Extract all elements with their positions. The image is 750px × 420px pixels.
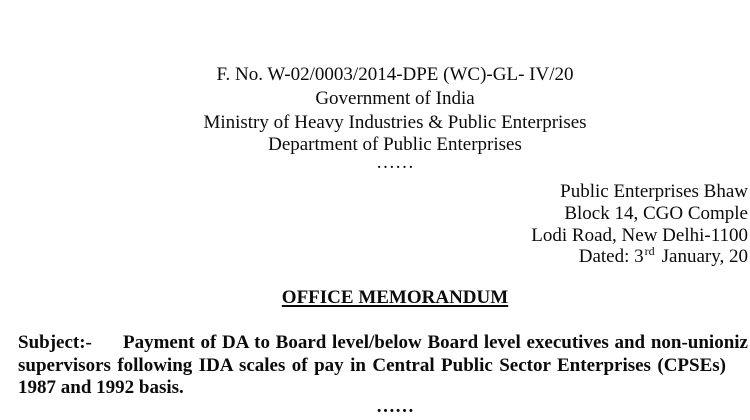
subject-line-1: Payment of DA to Board level/below Board level executives and non-unioniz [123, 332, 748, 353]
memo-date [470, 246, 748, 268]
date-superscript: rd [644, 244, 655, 258]
file-number: F. No. W-02/0003/2014-DPE (WC)-GL- IV/20 [216, 64, 574, 85]
ministry-name: Ministry of Heavy Industries & Public Enterprises [203, 112, 587, 133]
subject-line-2: supervisors following IDA scales of pay in Central Public Sector Enterprises (CPSEs) [18, 355, 726, 376]
address-line-block: Block 14, CGO Comple [564, 203, 748, 224]
address-line-building: Public Enterprises Bhaw [560, 181, 748, 202]
date-suffix: January, 20 [661, 246, 748, 267]
date-prefix: Dated: 3 [578, 246, 644, 267]
header-separator: …… [376, 152, 414, 173]
memo-heading-row [40, 287, 750, 309]
government-name: Government of India [315, 88, 475, 109]
department-name: Department of Public Enterprises [268, 134, 522, 155]
address-line-road: Lodi Road, New Delhi-1100 [531, 225, 748, 246]
subject-line-3: 1987 and 1992 basis. [18, 377, 184, 398]
subject-separator: …… [376, 396, 414, 417]
memo-heading: OFFICE MEMORANDUM [281, 287, 509, 308]
subject-label: Subject:- [18, 332, 92, 353]
